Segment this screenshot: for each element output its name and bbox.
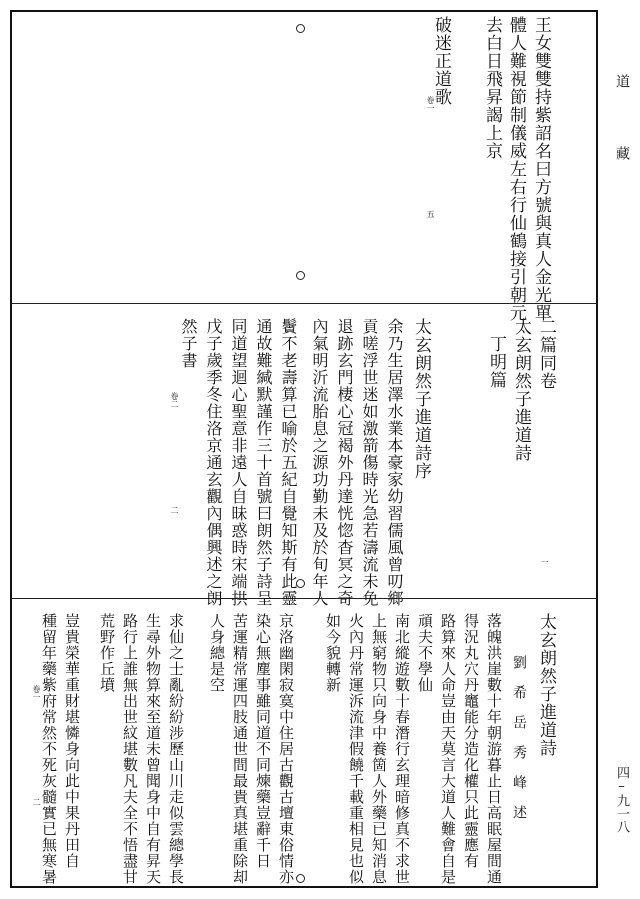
- sec3-line-10: 如今貌轉新: [324, 613, 342, 693]
- sec2-marker-c: 一: [540, 558, 549, 566]
- ring-hole-marker: [296, 271, 305, 280]
- sec2-line-6: 貢嗟浮世迷如激箭傷時光急若濤流未免: [360, 318, 379, 607]
- sec3-title: 太玄朗然子進道詩: [536, 613, 556, 757]
- sec1-line-3: 去白日飛昇謁上京: [482, 16, 502, 160]
- page-number: 四–九一八: [614, 766, 629, 833]
- sec2-line-10: 通故難緘默謹作三十首號曰朗然子詩呈: [254, 318, 273, 607]
- sec2-line-7: 退跡玄門棲心冠褐外丹達恍惚杳冥之奇: [335, 318, 354, 607]
- sec1-heading: 破迷正道歌: [431, 16, 451, 106]
- collection-name-2: 藏: [614, 146, 630, 160]
- sec2-signature: 然子書: [179, 318, 198, 369]
- ring-hole-marker: [296, 874, 305, 883]
- sec3-line-15: 求仙之士亂紛紛涉歷山川走似雲總學長: [167, 613, 185, 885]
- sec2-line-11: 同道望迴心聖意非遠人自昧惑時宋端拱: [229, 318, 248, 607]
- sec3-line-8: 上無窮物只向身中養箇人外藥已知消息: [370, 613, 388, 885]
- sec3-line-14: 人身總是空: [208, 613, 226, 693]
- sec3-line-19: 豈貴榮華重財堪憐身向此中果丹田自: [63, 613, 81, 869]
- sec2-line-9: 鬢不老壽算已喻於五紀自覺知斯有此靈: [279, 318, 298, 607]
- sec3-line-13: 苦運精常運四肢通世間最貴真堪重除却: [231, 613, 249, 885]
- sec2-line-8: 內氣明沂流胎息之源功勤未及於旬年人: [310, 318, 329, 607]
- sec1-line-1: 王女雙雙持紫詔名曰方號與真人金光單: [531, 16, 551, 322]
- sec3-line-5: 路算來人命豈由天莫言大道人難會自是: [439, 613, 457, 885]
- sec3-line-11: 京洛幽閑寂寞中住居古觀古壇東俗情亦: [277, 613, 295, 885]
- sec3-line-12: 染心無塵事雖同道不同煉藥豈辭千日: [254, 613, 272, 869]
- sec3-line-20: 種留年藥紫府常然不死灰髓實已無寒暑: [40, 613, 58, 885]
- section-divider-bottom: [10, 598, 598, 599]
- sec3-line-9: 火內丹常運泝流津假饒千載重相見也似: [347, 613, 365, 885]
- sec2-title-3: 丁明篇: [486, 335, 506, 389]
- sec3-marker-b: 二: [32, 798, 41, 806]
- sec1-marker-a: 卷一: [426, 96, 435, 112]
- ring-hole-marker: [296, 24, 305, 33]
- sec3-author: 劉 希 岳 秀 峰 述: [511, 655, 527, 820]
- sec2-line-12: 戊子歲季冬住洛京通玄觀內偶興述之朗: [204, 318, 223, 607]
- sec3-line-3: 落魄洪崖數十年朝游暮止日高眠屋間通: [485, 613, 503, 885]
- sec2-marker-a: 卷二: [170, 392, 179, 408]
- sec2-line-5: 余乃生居澤水業本豪家幼習儒風曾叨鄉: [385, 318, 404, 607]
- sec1-line-2: 體人難視節制儀威左右行仙鶴接引朝元: [506, 16, 526, 322]
- sec2-marker-b: 二: [170, 506, 179, 514]
- sec2-title-2: 太玄朗然子進道詩: [511, 318, 531, 462]
- collection-name: 道: [614, 74, 630, 88]
- sec3-line-4: 得況丸穴丹竈能分造化權只此靈應有: [462, 613, 480, 869]
- sec1-marker-b: 五: [426, 210, 435, 218]
- sec3-line-18: 荒野作丘墳: [98, 613, 116, 693]
- sec3-line-16: 生尋外物算來至道未曾聞身中自有昇天: [144, 613, 162, 885]
- sec3-line-7: 南北縱遊數十春潛行玄理暗修真不求世: [393, 613, 411, 885]
- sec3-line-17: 路行上誰無出世紋堪數凡夫全不悟盡甘: [121, 613, 139, 885]
- sec3-marker-a: 卷一: [32, 685, 41, 701]
- sec2-title-1: 二篇同卷: [536, 318, 556, 390]
- sec3-line-6: 頑夫不學仙: [416, 613, 434, 693]
- sec2-preface-title: 太玄朗然子進道詩序: [411, 318, 431, 480]
